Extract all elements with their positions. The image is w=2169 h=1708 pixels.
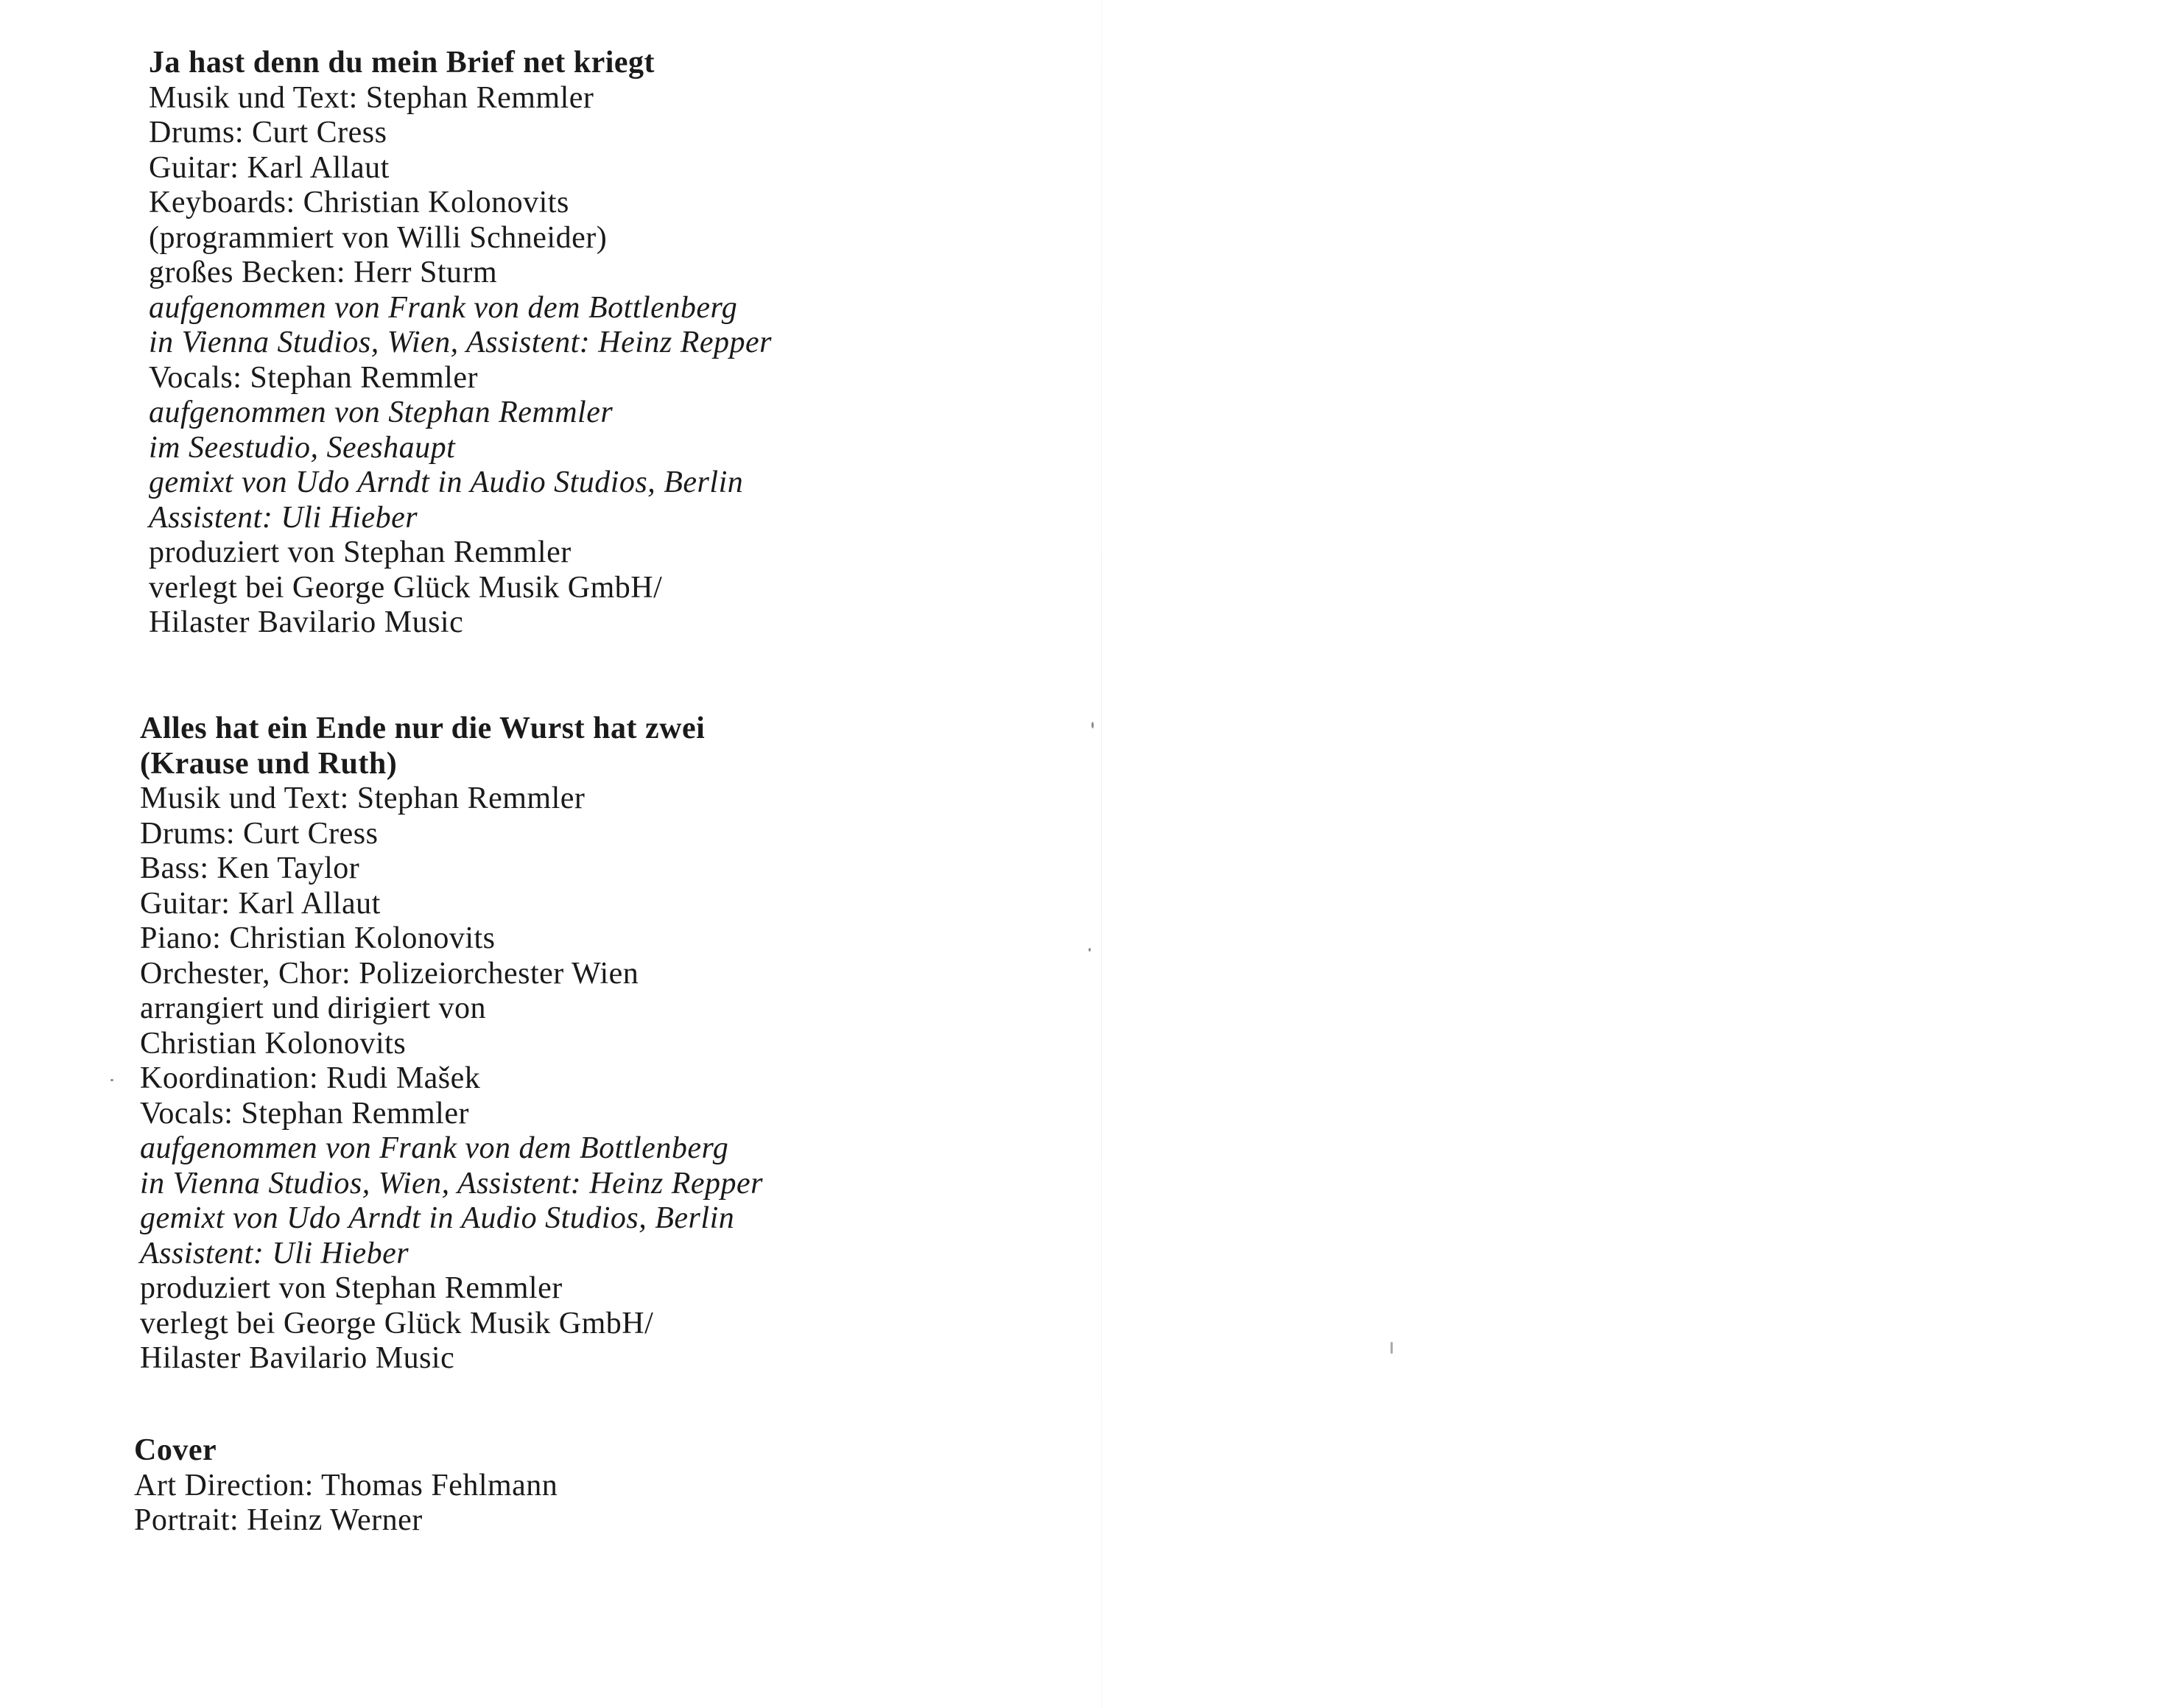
credit-line: Koordination: Rudi Mašek xyxy=(140,1061,481,1095)
credit-line: Portrait: Heinz Werner xyxy=(134,1503,423,1537)
credit-line: Art Direction: Thomas Fehlmann xyxy=(134,1468,558,1503)
credit-line: produziert von Stephan Remmler xyxy=(149,535,572,569)
credit-line: Hilaster Bavilario Music xyxy=(149,605,464,639)
credit-line: verlegt bei George Glück Musik GmbH/ xyxy=(140,1306,654,1340)
credit-list xyxy=(149,81,772,641)
credit-line: Piano: Christian Kolonovits xyxy=(140,921,496,955)
credit-line-italic: Assistent: Uli Hieber xyxy=(149,500,418,535)
credit-line-italic: gemixt von Udo Arndt in Audio Studios, Berlin xyxy=(140,1201,735,1235)
credit-line-italic: in Vienna Studios, Wien, Assistent: Heinz Repper xyxy=(140,1166,764,1201)
song-title: Alles hat ein Ende nur die Wurst hat zwei xyxy=(140,711,706,745)
credit-line: verlegt bei George Glück Musik GmbH/ xyxy=(149,570,663,605)
credit-line-italic: aufgenommen von Frank von dem Bottlenberg xyxy=(140,1131,729,1165)
scan-speck xyxy=(1089,948,1091,952)
credit-line-italic: aufgenommen von Stephan Remmler xyxy=(149,396,614,429)
credit-line: Guitar: Karl Allaut xyxy=(149,150,390,185)
cover-credits xyxy=(134,1433,558,1539)
song-credits-ja-hast-denn xyxy=(149,46,772,641)
credit-list xyxy=(140,781,763,1377)
credit-line-italic: gemixt von Udo Arndt in Audio Studios, Berlin xyxy=(149,465,744,499)
credit-line-italic: aufgenommen von Frank von dem Bottlenberg xyxy=(149,290,738,325)
credit-line-italic: in Vienna Studios, Wien, Assistent: Heinz Repper xyxy=(149,326,773,359)
credit-line: Keyboards: Christian Kolonovits xyxy=(149,186,569,219)
credit-line: Bass: Ken Taylor xyxy=(140,851,360,885)
song-credits-alles-hat-ein-ende xyxy=(140,711,763,1377)
credit-line: (programmiert von Willi Schneider) xyxy=(149,220,608,255)
credit-line-italic: im Seestudio, Seeshaupt xyxy=(149,430,456,465)
credit-line: Musik und Text: Stephan Remmler xyxy=(149,80,594,115)
scan-speck xyxy=(1391,1342,1393,1354)
credit-line: großes Becken: Herr Sturm xyxy=(149,256,498,289)
song-subtitle: (Krause und Ruth) xyxy=(140,746,398,781)
scan-speck xyxy=(110,1079,113,1081)
credit-line: Orchester, Chor: Polizeiorchester Wien xyxy=(140,956,639,991)
credit-line-italic: Assistent: Uli Hieber xyxy=(140,1236,409,1271)
credit-line: Vocals: Stephan Remmler xyxy=(140,1096,469,1131)
credit-line: Drums: Curt Cress xyxy=(149,116,387,150)
credit-line: produziert von Stephan Remmler xyxy=(140,1271,563,1305)
credit-line: Guitar: Karl Allaut xyxy=(140,886,381,921)
credit-line: Christian Kolonovits xyxy=(140,1026,407,1061)
cover-heading: Cover xyxy=(134,1433,217,1467)
credit-line: Drums: Curt Cress xyxy=(140,816,379,851)
scan-speck xyxy=(1091,722,1094,728)
credit-line: Vocals: Stephan Remmler xyxy=(149,360,478,395)
credit-line: Musik und Text: Stephan Remmler xyxy=(140,781,586,815)
page-fold xyxy=(1101,0,1102,1708)
credit-line: Hilaster Bavilario Music xyxy=(140,1341,455,1375)
song-title: Ja hast denn du mein Brief net kriegt xyxy=(149,46,655,80)
credit-line: arrangiert und dirigiert von xyxy=(140,991,487,1025)
credit-list xyxy=(134,1469,558,1539)
